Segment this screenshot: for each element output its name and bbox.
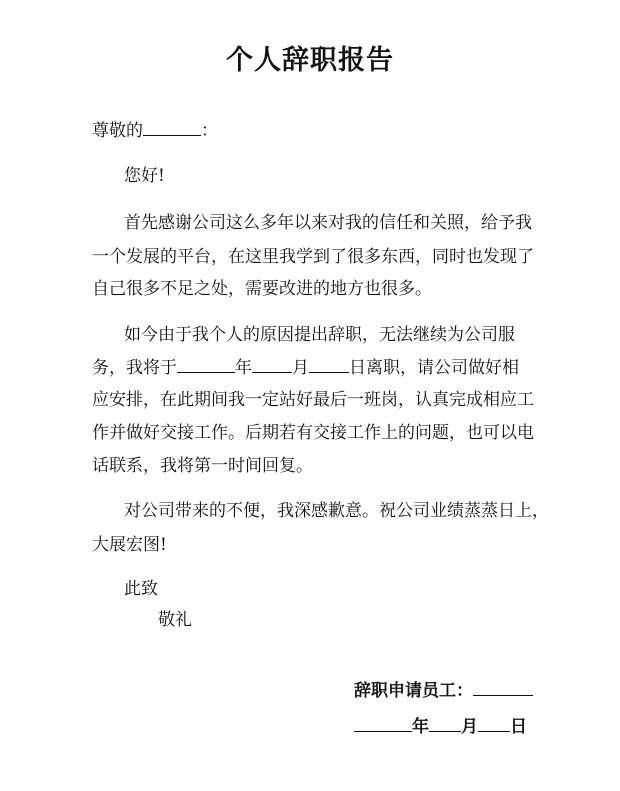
para2-line2-end: 日离职，请公司做好相: [349, 358, 519, 378]
recipient-blank: [143, 119, 201, 136]
para2-line1: 如今由于我个人的原因提出辞职，无法继续为公司服: [124, 325, 515, 345]
para2-line2: [92, 356, 532, 379]
para2-line2-start: 务，我将于: [92, 358, 177, 378]
leave-month-blank: [252, 356, 292, 373]
signature-date: [354, 714, 527, 738]
para1-line2: 一个发展的平台，在这里我学到了很多东西，同时也发现了: [92, 247, 534, 267]
sign-year-blank: [354, 714, 412, 732]
para1-line3: 自己很多不足之处，需要改进的地方也很多。: [92, 279, 432, 299]
leave-year-blank: [177, 356, 235, 373]
sign-year-label: 年: [412, 717, 429, 737]
signature-blank: [473, 678, 533, 696]
sign-day-label: 日: [510, 717, 527, 737]
para2-line5: 话联系，我将第一时间回复。: [92, 456, 313, 476]
para3-line2: 大展宏图!: [92, 535, 167, 555]
sign-month-label: 月: [461, 717, 478, 737]
sign-day-blank: [478, 714, 510, 732]
closing-phrase: 此致: [124, 579, 158, 599]
para2-line3: 应安排，在此期间我一定站好最后一班岗，认真完成相应工: [92, 390, 534, 410]
salutation-prefix: 尊敬的: [92, 121, 143, 141]
signature-label: 辞职申请员工：: [354, 681, 473, 701]
leave-day-blank: [309, 356, 349, 373]
page-title: 个人辞职报告: [226, 45, 394, 76]
month-label: 月: [292, 358, 309, 378]
closing-salute: 敬礼: [158, 610, 192, 630]
para3-line1: 对公司带来的不便，我深感歉意。祝公司业绩蒸蒸日上，: [124, 501, 549, 521]
greeting: 您好!: [124, 166, 165, 186]
year-label: 年: [235, 358, 252, 378]
salutation: [92, 119, 532, 142]
sign-month-blank: [429, 714, 461, 732]
signature-line: [354, 678, 533, 702]
para1-line1: 首先感谢公司这么多年以来对我的信任和关照，给予我: [124, 213, 532, 233]
para2-line4: 作并做好交接工作。后期若有交接工作上的问题，也可以电: [92, 423, 534, 443]
salutation-suffix: ：: [201, 121, 218, 141]
